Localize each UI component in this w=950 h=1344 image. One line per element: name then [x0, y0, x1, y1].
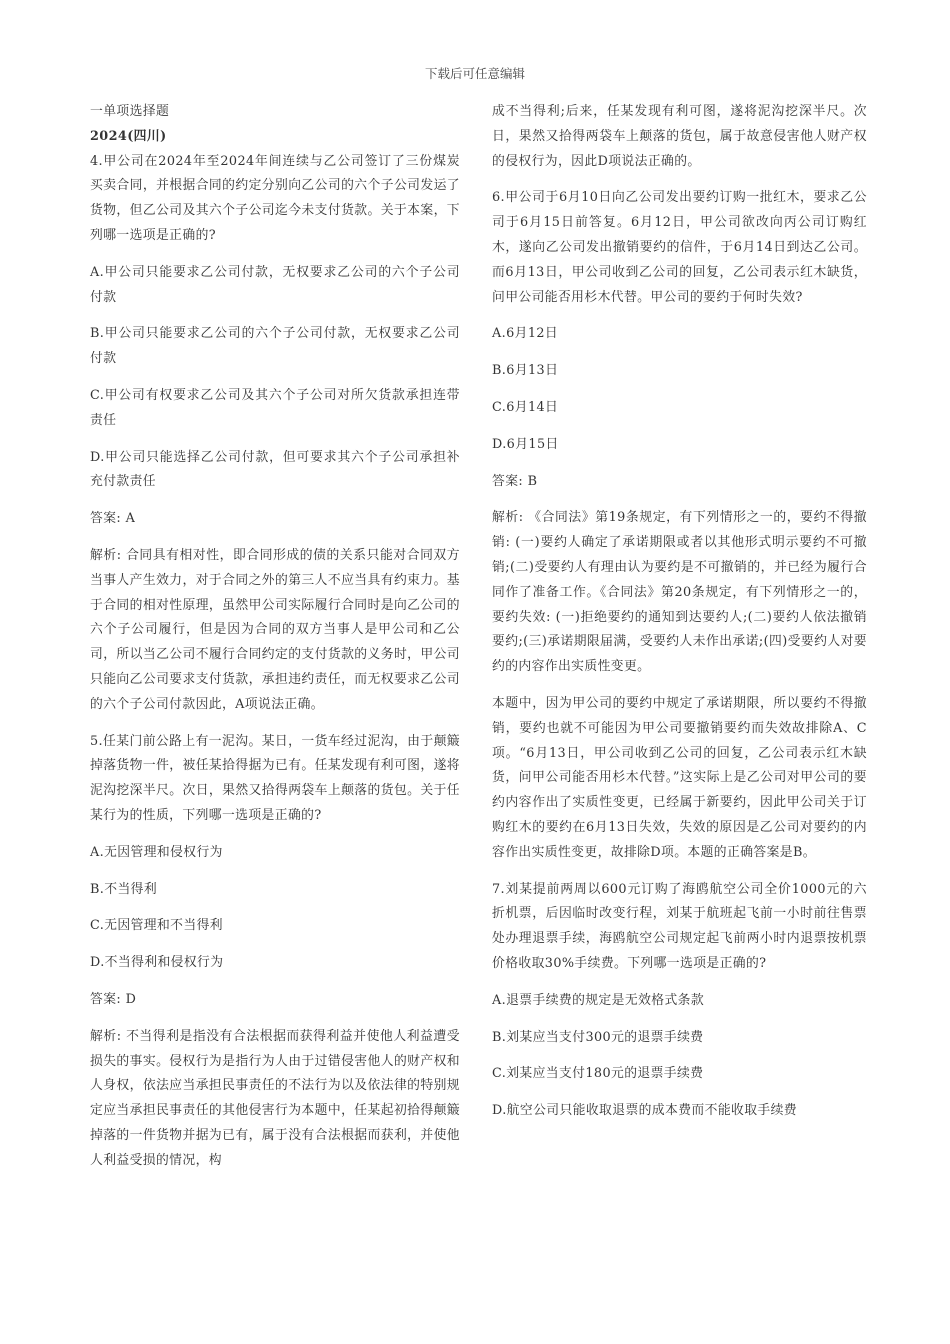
- right-column: [492, 100, 867, 1136]
- paragraph: A.6月12日: [492, 326, 559, 342]
- paragraph: 5.任某门前公路上有一泥沟。某日，一货车经过泥沟，由于颠簸掉落货物一件，被任某拾得据为已有。任某发现有利可图，遂将泥沟挖深半尺。次日，果然又拾得两袋车上颠落的货包。关于任某行为的性质，下列哪一选项是正确的?: [90, 733, 460, 823]
- paragraph: 解析: 《合同法》第19条规定，有下列情形之一的，要约不得撤销: (一)要约人确定了承诺期限或者以其他形式明示要约不可撤销;(二)受要约人有理由认为要约是不可撤销的，并已经为履行合同作了准备工作。《合同法》第20条规定，有下列情形之一的，要约失效: (一)拒绝要约的通知到达要约人;(二)要约人依法撤销要约;(三)承诺期限届满，受要约人未作出承诺;(四)受要约人对要约的内容作出实质性变更。: [492, 510, 867, 675]
- paragraph: A.无因管理和侵权行为: [90, 844, 223, 860]
- paragraph: B.刘某应当支付300元的退票手续费: [492, 1029, 704, 1045]
- paragraph: D.甲公司只能选择乙公司付款，但可要求其六个子公司承担补充付款责任: [90, 449, 460, 490]
- paragraph: B.6月13日: [492, 363, 559, 379]
- paragraph: 答案: B: [492, 473, 538, 489]
- paragraph: 答案: D: [90, 991, 137, 1007]
- paragraph: D.航空公司只能收取退票的成本费而不能收取手续费: [492, 1103, 798, 1119]
- paragraph: C.无因管理和不当得利: [90, 918, 223, 934]
- paragraph: 7.刘某提前两周以600元订购了海鸥航空公司全价1000元的六折机票，后因临时改变行程，刘某于航班起飞前一小时前往售票处办理退票手续，海鸥航空公司规定起飞前两小时内退票按机票价格收取30%手续费。下列哪一选项是正确的?: [492, 881, 867, 971]
- paragraph: 2024(四川): [90, 128, 167, 144]
- paragraph: 一单项选择题: [90, 104, 170, 119]
- paragraph: 本题中，因为甲公司的要约中规定了承诺期限，所以要约不得撤销，要约也就不可能因为甲公司要撤销要约而失效故排除A、C项。“6月13日，甲公司收到乙公司的回复，乙公司表示红木缺货，问甲公司能否用杉木代替。”这实际上是乙公司对甲公司的要约内容作出了实质性变更，已经属于新要约，因此甲公司关于订购红木的要约在6月13日失效，失效的原因是乙公司对要约的内容作出实质性变更，故排除D项。本题的正确答案是B。: [492, 695, 867, 860]
- paragraph: 成不当得利;后来，任某发现有利可图，遂将泥沟挖深半尺。次日，果然又拾得两袋车上颠落的货包，属于故意侵害他人财产权的侵权行为，因此D项说法正确的。: [492, 104, 867, 169]
- paragraph: 解析: 合同具有相对性，即合同形成的债的关系只能对合同双方当事人产生效力，对于合同之外的第三人不应当具有约束力。基于合同的相对性原理，虽然甲公司实际履行合同时是向乙公司的六个子公司履行，但是因为合同的双方当事人是甲公司和乙公司，所以当乙公司不履行合同约定的支付货款的义务时，甲公司只能向乙公司要求支付货款，承担违约责任，而无权要求乙公司的六个子公司付款因此，A项说法正确。: [90, 547, 460, 712]
- paragraph: D.6月15日: [492, 436, 559, 452]
- paragraph: A.退票手续费的规定是无效格式条款: [492, 992, 705, 1008]
- paragraph: C.刘某应当支付180元的退票手续费: [492, 1066, 704, 1082]
- page-header: 下载后可任意编辑: [424, 66, 525, 81]
- paragraph: 4.甲公司在2024年至2024年间连续与乙公司签订了三份煤炭买卖合同，并根据合同的约定分别向乙公司的六个子公司发运了货物，但乙公司及其六个子公司迄今未支付货款。关于本案，下列哪一选项是正确的?: [90, 153, 460, 243]
- paragraph: 解析: 不当得利是指没有合法根据而获得利益并使他人利益遭受损失的事实。侵权行为是指行为人由于过错侵害他人的财产权和人身权，依法应当承担民事责任的不法行为以及依法律的特别规定应当承担民事责任的其他侵害行为本题中，任某起初拾得颠簸掉落的一件货物并据为已有，属于没有合法根据而获利，并使他人利益受损的情况，构: [90, 1028, 460, 1168]
- paragraph: 6.甲公司于6月10日向乙公司发出要约订购一批红木，要求乙公司于6月15日前答复。6月12日，甲公司欲改向丙公司订购红木，遂向乙公司发出撤销要约的信件，于6月14日到达乙公司。而6月13日，甲公司收到乙公司的回复，乙公司表示红木缺货，问甲公司能否用杉木代替。甲公司的要约于何时失效?: [492, 190, 867, 305]
- paragraph: B.甲公司只能要求乙公司的六个子公司付款，无权要求乙公司付款: [90, 326, 460, 367]
- left-column: [90, 100, 460, 1173]
- paragraph: D.不当得利和侵权行为: [90, 955, 224, 971]
- paragraph: B.不当得利: [90, 881, 158, 897]
- paragraph: C.甲公司有权要求乙公司及其六个子公司对所欠货款承担连带责任: [90, 387, 460, 428]
- paragraph: 答案: A: [90, 511, 136, 527]
- paragraph: A.甲公司只能要求乙公司付款，无权要求乙公司的六个子公司付款: [90, 264, 460, 305]
- paragraph: C.6月14日: [492, 399, 559, 415]
